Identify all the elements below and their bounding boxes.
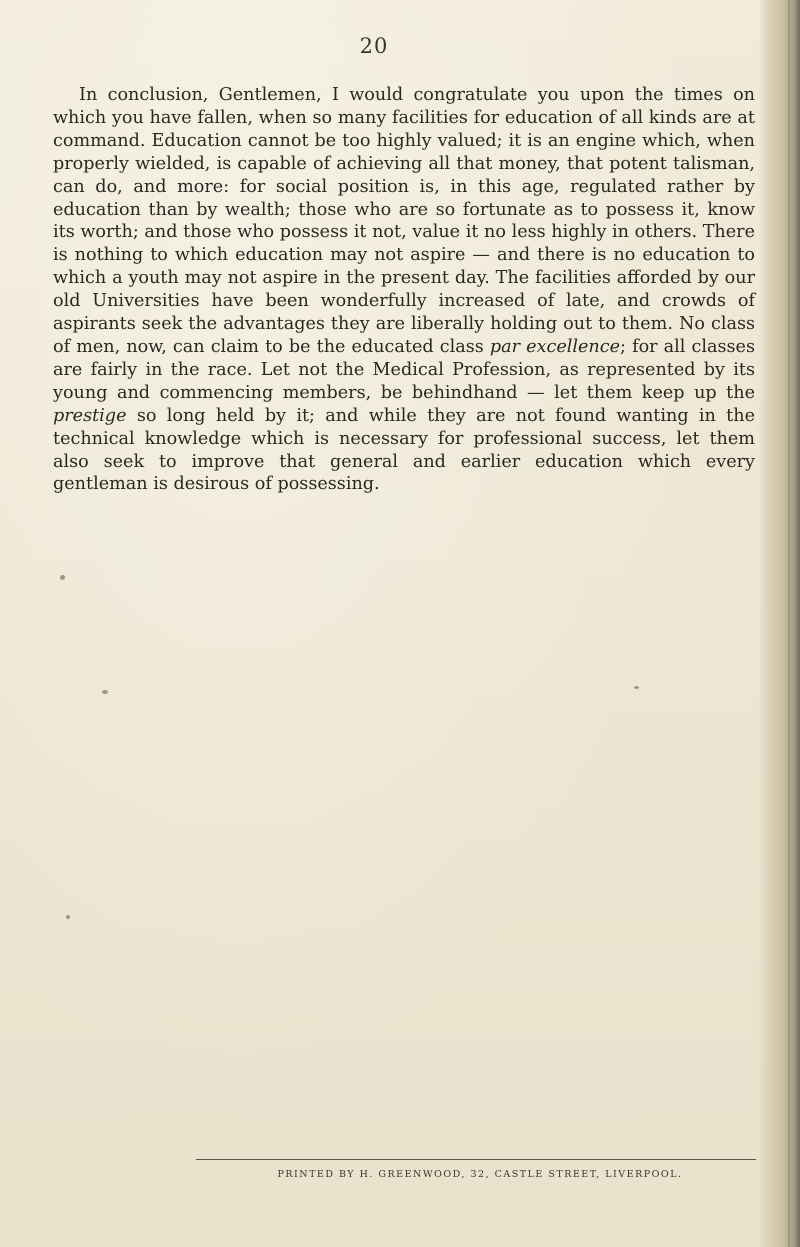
imprint-rule [196,1159,756,1160]
ink-speck [60,575,65,580]
page-edge-line [788,0,790,1247]
ink-speck [102,690,108,694]
page-number: 20 [359,34,389,58]
paragraph-text-part2: ; for all classes are fairly in the race. Let not the Medical Profession, as represented by its young and commencing members, be behindhand — let them keep up the [53,336,755,403]
paragraph-text-part3: so long held by it; and while they are not found wanting in the technical knowledge which is necessary for professional success, let them also seek to improve that general and earlier education which every gentleman is desirous of possessing. [53,405,755,495]
printer-imprint: PRINTED BY H. GREENWOOD, 32, CASTLE STREET, LIVERPOOL. [277,1169,683,1180]
body-paragraph [53,84,755,496]
paragraph-italic-prestige: prestige [53,405,127,426]
paragraph-text-part1: In conclusion, Gentlemen, I would congratulate you upon the times on which you have fallen, when so many facilities for education of all kinds are at command. Education cannot be too highly valued; it is an engine which, when properly wielded, is capable of achieving all that money, that potent talisman, can do, and more: for social position is, in this age, regulated rather by education than by wealth; those who are so fortunate as to possess it, know its worth; and those who possess it not, value it no less highly in others. There is nothing to which education may not aspire — and there is no education to which a youth may not aspire in the present day. The facilities afforded by our old Universities have been wonderfully increased of late, and crowds of aspirants seek the advantages they are liberally holding out to them. No class of men, now, can claim to be the educated class [53,85,755,357]
ink-speck [66,915,70,919]
ink-speck [634,686,639,689]
paragraph-italic-par-excellence: par excellence [489,336,621,357]
page-edge-shadow [758,0,800,1247]
